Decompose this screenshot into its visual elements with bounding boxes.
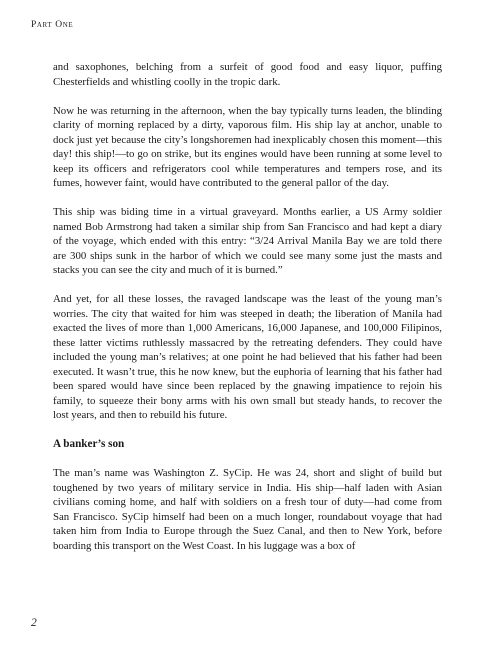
body-text bbox=[53, 60, 442, 568]
paragraph-returning: Now he was returning in the afternoon, when the bay typically turns leaden, the blinding clarity of morning replaced by a dirty, vaporous film. His ship lay at anchor, unable to dock just yet because the city’s longshoremen had inexplicably chosen this moment—this day! this ship!—to go on strike, but its engines would have been running at some level to keep its officers and refrigerators cool while temperatures and tempers rose, and its fumes, however faint, would have contributed to the general pallor of the day. bbox=[53, 104, 442, 189]
paragraph-continued: and saxophones, belching from a surfeit of good food and easy liquor, puffing Chesterfields and whistling coolly in the tropic dark. bbox=[53, 61, 442, 88]
paragraph-sycip: The man’s name was Washington Z. SyCip. He was 24, short and slight of build but toughened by two years of military service in India. His ship—half laden with Asian civilians coming home, and half with soldiers on a fresh tour of duty—had come from San Francisco. SyCip himself had been on a much longer, roundabout voyage that had taken him from India to Europe through the Suez Canal, and then to New York, before boarding this transport on the West Coast. In his luggage was a box of bbox=[53, 467, 442, 552]
page-number: 2 bbox=[31, 617, 37, 629]
paragraph-losses: And yet, for all these losses, the ravaged landscape was the least of the young man’s worries. The city that waited for him was steeped in death; the liberation of Manila had exacted the lives of more than 1,000 Americans, 16,000 Japanese, and 100,000 Filipinos, these latter victims ruthlessly massacred by the retreating defenders. They could have included the young man’s relatives; at one point he had believed that his father had been executed. It wasn’t true, this he now knew, but the euphoria of learning that his father had been spared would have since been replaced by the gnawing impatience to rejoin his family, to squeeze their bony arms with his own small but steady hands, to recover the lost years, and then to rebuild his future. bbox=[53, 293, 442, 421]
running-head: Part One bbox=[31, 20, 74, 30]
paragraph-graveyard: This ship was biding time in a virtual graveyard. Months earlier, a US Army soldier named Bob Armstrong had taken a similar ship from San Francisco and had kept a diary of the voyage, which ended with this entry: “3/24 Arrival Manila Bay we are told there are 300 ships sunk in the harbor of which we could see many some just the masts and stacks you can see the city and much of it is burned.” bbox=[53, 206, 442, 276]
section-heading: A banker’s son bbox=[53, 438, 125, 450]
